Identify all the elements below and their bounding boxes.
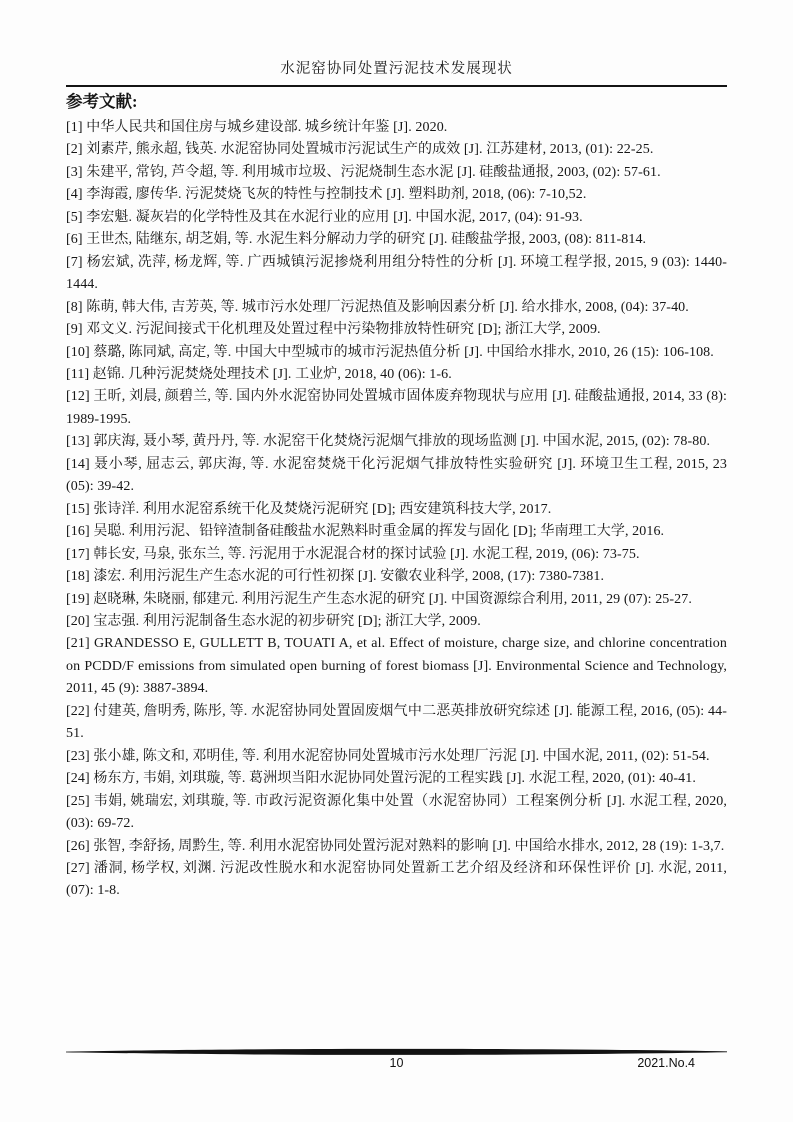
reference-item: [11] 赵锦. 几种污泥焚烧处理技术 [J]. 工业炉, 2018, 40 (06): 1-6. <box>66 366 452 382</box>
reference-item: [1] 中华人民共和国住房与城乡建设部. 城乡统计年鉴 [J]. 2020. <box>66 120 448 135</box>
reference-item: [26] 张智, 李舒扬, 周黔生, 等. 利用水泥窑协同处置污泥对熟料的影响 [J]. 中国给水排水, 2012, 28 (19): 1-3,7. <box>66 838 725 854</box>
page-header <box>66 60 727 87</box>
reference-item: [7] 杨宏斌, 冼萍, 杨龙辉, 等. 广西城镇污泥掺烧利用组分特性的分析 [J]. 环境工程学报, 2015, 9 (03): 1440-1444. <box>66 254 727 293</box>
reference-item: [13] 郭庆海, 聂小琴, 黄丹丹, 等. 水泥窑干化焚烧污泥烟气排放的现场监测 [J]. 中国水泥, 2015, (02): 78-80. <box>66 434 711 450</box>
reference-item: [18] 漆宏. 利用污泥生产生态水泥的可行性初探 [J]. 安徽农业科学, 2008, (17): 7380-7381. <box>66 569 605 585</box>
reference-item: [3] 朱建平, 常钧, 芦令超, 等. 利用城市垃圾、污泥烧制生态水泥 [J]. 硅酸盐通报, 2003, (02): 57-61. <box>66 164 661 180</box>
page-footer <box>66 1048 727 1074</box>
page-number: 10 <box>389 1056 404 1070</box>
header-rule <box>66 85 727 87</box>
references-list <box>66 117 727 903</box>
issue-label: 2021.No.4 <box>637 1056 695 1070</box>
reference-item: [4] 李海霞, 廖传华. 污泥焚烧飞灰的特性与控制技术 [J]. 塑料助剂, 2018, (06): 7-10,52. <box>66 187 587 203</box>
reference-item: [25] 韦娟, 姚瑞宏, 刘琪璇, 等. 市政污泥资源化集中处置（水泥窑协同）工程案例分析 [J]. 水泥工程, 2020, (03): 69-72. <box>66 793 727 832</box>
reference-item: [19] 赵晓琳, 朱晓丽, 郁建元. 利用污泥生产生态水泥的研究 [J]. 中国资源综合利用, 2011, 29 (07): 25-27. <box>66 591 692 607</box>
reference-item: [23] 张小雄, 陈文和, 邓明佳, 等. 利用水泥窑协同处置城市污水处理厂污泥 [J]. 中国水泥, 2011, (02): 51-54. <box>66 748 710 764</box>
reference-item: [5] 李宏魁. 凝灰岩的化学特性及其在水泥行业的应用 [J]. 中国水泥, 2017, (04): 91-93. <box>66 209 583 225</box>
reference-item: [9] 邓文义. 污泥间接式干化机理及处置过程中污染物排放特性研究 [D]; 浙江大学, 2009. <box>66 322 601 338</box>
reference-item: [6] 王世杰, 陆继东, 胡芝娟, 等. 水泥生料分解动力学的研究 [J]. 硅酸盐学报, 2003, (08): 811-814. <box>66 232 647 248</box>
reference-item: [10] 蔡璐, 陈同斌, 高定, 等. 中国大中型城市的城市污泥热值分析 [J]. 中国给水排水, 2010, 26 (15): 106-108. <box>66 344 714 360</box>
reference-item: [16] 吴聪. 利用污泥、铅锌渣制备硅酸盐水泥熟料时重金属的挥发与固化 [D]; 华南理工大学, 2016. <box>66 524 665 540</box>
reference-item: [17] 韩长安, 马泉, 张东兰, 等. 污泥用于水泥混合材的探讨试验 [J]. 水泥工程, 2019, (06): 73-75. <box>66 546 640 562</box>
reference-item: [15] 张诗洋. 利用水泥窑系统干化及焚烧污泥研究 [D]; 西安建筑科技大学, 2017. <box>66 501 552 517</box>
footer-row <box>66 1056 727 1074</box>
running-title: 水泥窑协同处置污泥技术发展现状 <box>280 61 513 77</box>
page-content <box>66 60 727 903</box>
reference-item: [2] 刘素芹, 熊永超, 钱英. 水泥窑协同处置城市污泥试生产的成效 [J]. 江苏建材, 2013, (01): 22-25. <box>66 142 654 158</box>
reference-item: [12] 王昕, 刘晨, 颜碧兰, 等. 国内外水泥窑协同处置城市固体废弃物现状与应用 [J]. 硅酸盐通报, 2014, 33 (8): 1989-1995. <box>66 389 727 427</box>
footer-rule <box>66 1048 727 1056</box>
reference-item: [8] 陈萌, 韩大伟, 吉芳英, 等. 城市污水处理厂污泥热值及影响因素分析 [J]. 给水排水, 2008, (04): 37-40. <box>66 299 689 315</box>
reference-item: [14] 聂小琴, 屈志云, 郭庆海, 等. 水泥窑焚烧干化污泥烟气排放特性实验研究 [J]. 环境卫生工程, 2015, 23 (05): 39-42. <box>66 456 727 495</box>
reference-item: [22] 付建英, 詹明秀, 陈彤, 等. 水泥窑协同处置固废烟气中二恶英排放研究综述 [J]. 能源工程, 2016, (05): 44-51. <box>66 703 727 742</box>
reference-item: [27] 潘洞, 杨学权, 刘渊. 污泥改性脱水和水泥窑协同处置新工艺介绍及经济和环保性评价 [J]. 水泥, 2011, (07): 1-8. <box>66 860 727 899</box>
section-title: 参考文献: <box>66 92 138 111</box>
reference-item: [21] GRANDESSO E, GULLETT B, TOUATI A, et al. Effect of moisture, charge size, and chlorine concentration on PCDD/F emissions from simulated open burning of forest biomass [J]. Environmental Science and Technology, 2011, 45 (9): 3887-3894. <box>66 636 727 697</box>
reference-item: [24] 杨东方, 韦娟, 刘琪璇, 等. 葛洲坝当阳水泥协同处置污泥的工程实践 [J]. 水泥工程, 2020, (01): 40-41. <box>66 771 696 787</box>
reference-item: [20] 宝志强. 利用污泥制备生态水泥的初步研究 [D]; 浙江大学, 2009. <box>66 613 481 629</box>
